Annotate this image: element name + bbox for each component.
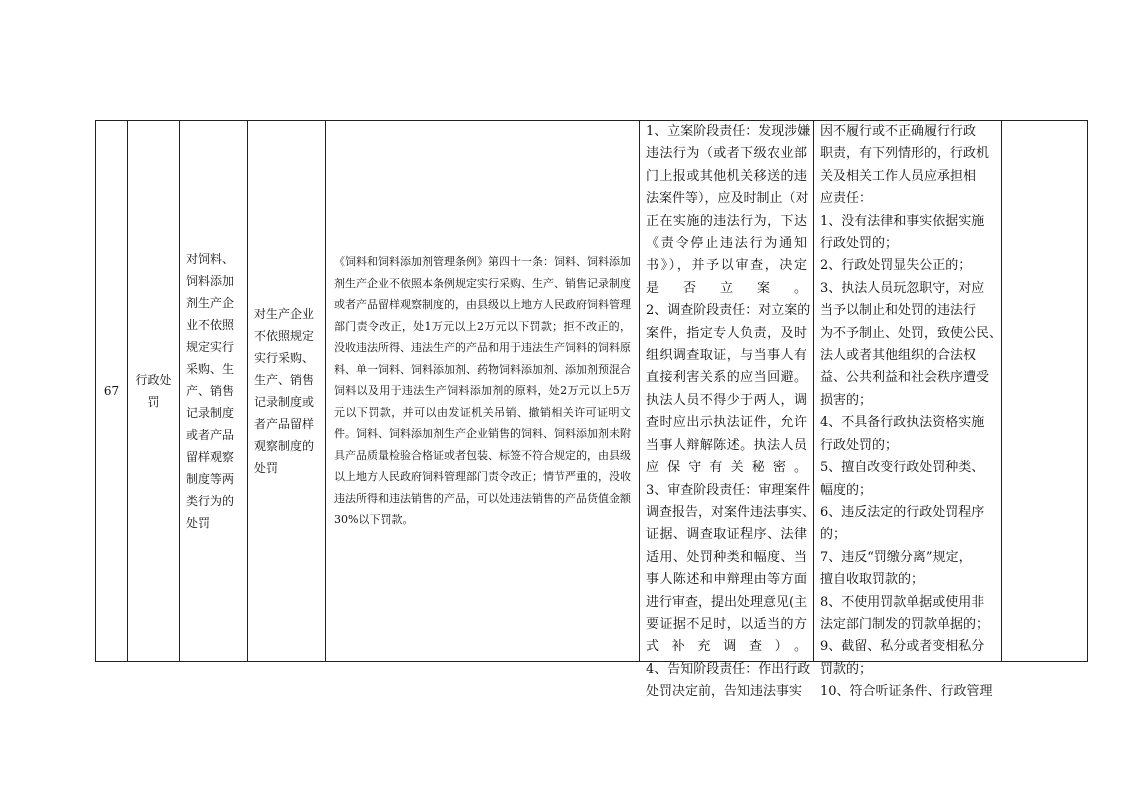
responsibility-line: 处罚决定前，告知违法事实 <box>646 684 803 700</box>
responsibility-line: 4、告知阶段责任：作出行政 <box>646 661 811 677</box>
accountability-line: 的； <box>820 527 847 543</box>
item-name-cell: 对饲料、饲料添加剂生产企业不依照规定实行采购、生产、销售记录制度或者产品留样观察制度等两类行为的处罚 <box>180 121 248 662</box>
responsibility-line: 直接利害关系的应当回避。 <box>646 370 807 386</box>
accountability-line: 擅自收取罚款的； <box>820 572 925 588</box>
accountability-line: 为不予制止、处罚，致使公民、 <box>820 325 1003 341</box>
responsibility-line: 法案件等），应及时制止（对 <box>646 191 809 207</box>
accountability-line: 损害的； <box>820 392 873 408</box>
accountability-line: 罚款的； <box>820 661 873 677</box>
accountability-line: 行政处罚的； <box>820 437 899 453</box>
responsibility-line: 应保守有关秘密。 <box>646 460 807 476</box>
accountability-line: 法人或者其他组织的合法权 <box>820 348 977 364</box>
responsibility-line: 案件，指定专人负责，及时 <box>646 325 807 341</box>
responsibility-line: 组织调查取证，与当事人有 <box>646 348 807 364</box>
accountability-line: 4、不具备行政执法资格实施 <box>820 415 985 431</box>
accountability-line: 3、执法人员玩忽职守，对应 <box>820 280 985 296</box>
power-type-cell: 行政处罚 <box>128 121 180 662</box>
responsibility-line: 式补充调查）。 <box>646 639 807 655</box>
accountability-line: 行政处罚的； <box>820 236 899 252</box>
legal-basis-cell: 《饲料和饲料添加剂管理条例》第四十一条：饲料、饲料添加剂生产企业不依照本条例规定实行采购、生产、销售记录制度或者产品留样观察制度的，由县级以上地方人民政府饲料管理部门责令改正，处1万元以上2万元以下罚款；拒不改正的，没收违法所得、违法生产的产品和用于违法生产饲料的饲料原料、单一饲料、饲料添加剂、药物饲料添加剂、添加剂预混合饲料以及用于违法生产饲料添加剂的原料，处2万元以上5万元以下罚款，并可以由发证机关吊销、撤销相关许可证明文件。饲料、饲料添加剂生产企业销售的饲料、饲料添加剂未附具产品质量检验合格证或者包装、标签不符合规定的，由县级以上地方人民政府饲料管理部门责令改正；情节严重的，没收违法所得和违法销售的产品，可以处违法销售的产品货值金额30%以下罚款。 <box>326 121 640 662</box>
accountability-line: 5、擅自改变行政处罚种类、 <box>820 460 985 476</box>
accountability-line: 8、不使用罚款单据或使用非 <box>820 594 985 610</box>
responsibility-line: 违法行为（或者下级农业部 <box>646 146 807 162</box>
accountability-line: 2、行政处罚显失公正的； <box>820 258 972 274</box>
accountability-line: 1、没有法律和事实依据实施 <box>820 213 985 229</box>
accountability-line: 益、公共利益和社会秩序遭受 <box>820 370 990 386</box>
accountability-line: 6、违反法定的行政处罚程序 <box>820 504 985 520</box>
accountability-line: 10、符合听证条件、行政管理 <box>820 684 993 700</box>
accountability-line: 关及相关工作人员应承担相 <box>820 168 977 184</box>
responsibility-line: 书》），并予以审查，决定 <box>646 258 807 274</box>
responsibility-line: 事人陈述和申辩理由等方面 <box>646 572 807 588</box>
responsibility-line: 2、调查阶段责任：对立案的 <box>646 303 811 319</box>
responsibility-line: 1、立案阶段责任：发现涉嫌 <box>646 124 811 139</box>
responsibility-line: 执法人员不得少于两人，调 <box>646 392 807 408</box>
responsibility-cell <box>640 121 816 700</box>
responsibility-line: 正在实施的违法行为，下达 <box>646 213 807 229</box>
responsibility-line: 查时应出示执法证件，允许 <box>646 415 807 431</box>
accountability-line: 因不履行或不正确履行行政 <box>820 124 977 139</box>
accountability-line: 幅度的； <box>820 482 873 498</box>
accountability-line: 应责任： <box>820 191 873 207</box>
table-row <box>96 121 1088 662</box>
power-list-table <box>95 120 1088 700</box>
seq-number-cell: 67 <box>96 121 128 662</box>
accountability-cell <box>814 121 1003 700</box>
accountability-line: 9、截留、私分或者变相私分 <box>820 639 985 655</box>
responsibility-line: 适用、处罚种类和幅度、当 <box>646 549 807 565</box>
responsibility-line: 3、审查阶段责任：审理案件 <box>646 482 811 498</box>
remark-cell <box>1002 121 1088 662</box>
responsibility-line: 调查报告，对案件违法事实、 <box>646 504 816 520</box>
responsibility-line: 证据、调查取证程序、法律 <box>646 527 807 543</box>
responsibility-line: 《责令停止违法行为通知 <box>646 236 807 252</box>
accountability-line: 职责，有下列情形的，行政机 <box>820 146 990 162</box>
responsibility-line: 进行审查，提出处理意见(主 <box>646 594 808 610</box>
responsibility-line: 是否立案。 <box>646 280 807 296</box>
responsibility-line: 要证据不足时，以适当的方 <box>646 616 807 632</box>
sub-item-cell: 对生产企业不依照规定实行采购、生产、销售记录制度或者产品留样观察制度的处罚 <box>248 121 326 662</box>
responsibility-line: 门上报或其他机关移送的违 <box>646 168 807 184</box>
responsibility-line: 当事人辩解陈述。执法人员 <box>646 437 807 453</box>
accountability-line: 当予以制止和处罚的违法行 <box>820 303 977 319</box>
accountability-line: 7、违反“罚缴分离”规定， <box>820 549 972 565</box>
accountability-line: 法定部门制发的罚款单据的； <box>820 616 990 632</box>
